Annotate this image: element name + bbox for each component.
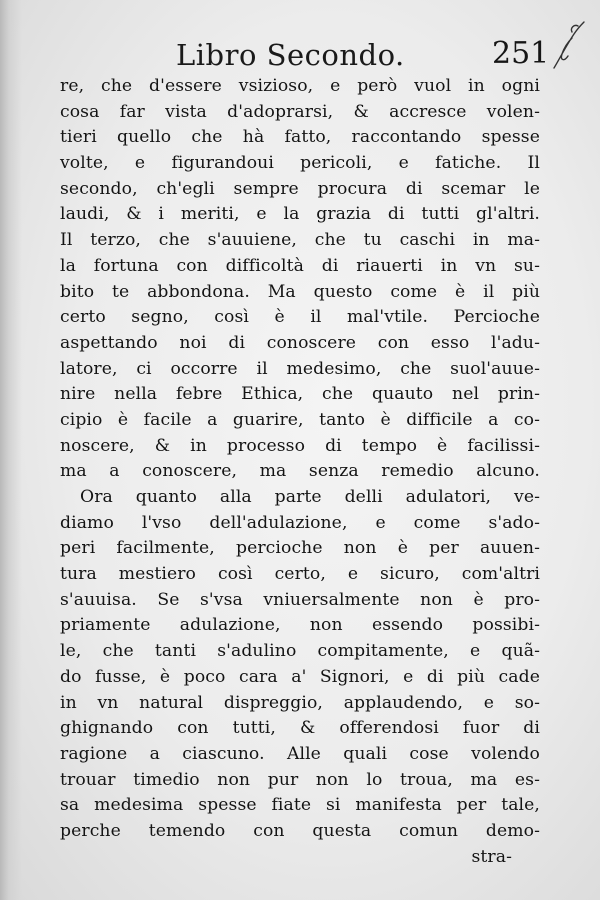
text-line: aspettando noi di conoscere con esso l'adu- — [60, 332, 540, 353]
text-line: trouar timedio non pur non lo troua, ma es- — [60, 769, 540, 790]
text-line: la fortuna con difficoltà di riauerti in vn su- — [60, 255, 540, 276]
text-line: certo segno, così è il mal'vtile. Percioche — [60, 307, 540, 328]
text-line: nire nella febre Ethica, che quauto nel prin- — [60, 384, 540, 405]
text-line: tieri quello che hà fatto, raccontando spesse — [60, 127, 540, 148]
text-line: re, che d'essere vsizioso, e però vuol in ogni — [60, 76, 540, 96]
text-line: laudi, & i meriti, e la grazia di tutti gl'altri. — [60, 204, 540, 225]
text-line: perche temendo con questa comun demo- — [60, 820, 540, 841]
pen-mark-icon — [548, 18, 588, 76]
body-text — [60, 74, 540, 870]
text-line: ma a conoscere, ma senza remedio alcuno. — [60, 461, 540, 482]
text-line: bito te abbondona. Ma questo come è il più — [60, 281, 540, 302]
page-header — [0, 32, 600, 80]
text-line: latore, ci occorre il medesimo, che suol'auue- — [60, 358, 540, 379]
text-line: ragione a ciascuno. Alle quali cose volendo — [60, 743, 540, 764]
text-line: s'auuisa. Se s'vsa vniuersalmente non è pro- — [60, 589, 540, 610]
text-line: le, che tanti s'adulino compitamente, e quã- — [60, 641, 540, 662]
text-line: secondo, ch'egli sempre procura di scemar le — [60, 178, 540, 199]
text-line: cipio è facile a guarire, tanto è difficile a co- — [60, 409, 540, 430]
text-line: sa medesima spesse fiate si manifesta per tale, — [60, 795, 540, 816]
page-number: 251 — [492, 36, 550, 71]
text-line: Il terzo, che s'auuiene, che tu caschi in ma- — [60, 230, 540, 251]
text-line: diamo l'vso dell'adulazione, e come s'ado- — [60, 512, 540, 533]
running-title: Libro Secondo. — [176, 38, 405, 72]
page-gutter-shadow — [0, 0, 22, 900]
text-line: cosa far vista d'adoprarsi, & accresce volen- — [60, 101, 540, 122]
text-line: in vn natural dispreggio, applaudendo, e so- — [60, 692, 540, 713]
text-line: do fusse, è poco cara a' Signori, e di più cade — [60, 666, 540, 687]
text-line: peri facilmente, percioche non è per auuen- — [60, 538, 540, 559]
text-line: volte, e figurandoui pericoli, e fatiche. Il — [60, 153, 540, 174]
text-line: noscere, & in processo di tempo è facilissi- — [60, 435, 540, 456]
catchword: stra- — [471, 846, 512, 867]
text-line: priamente adulazione, non essendo possibi- — [60, 615, 540, 636]
paragraph-start-line: Ora quanto alla parte delli adulatori, ve- — [80, 487, 540, 507]
text-line: tura mestiero così certo, e sicuro, com'altri — [60, 564, 540, 585]
text-line: ghignando con tutti, & offerendosi fuor di — [60, 718, 540, 739]
